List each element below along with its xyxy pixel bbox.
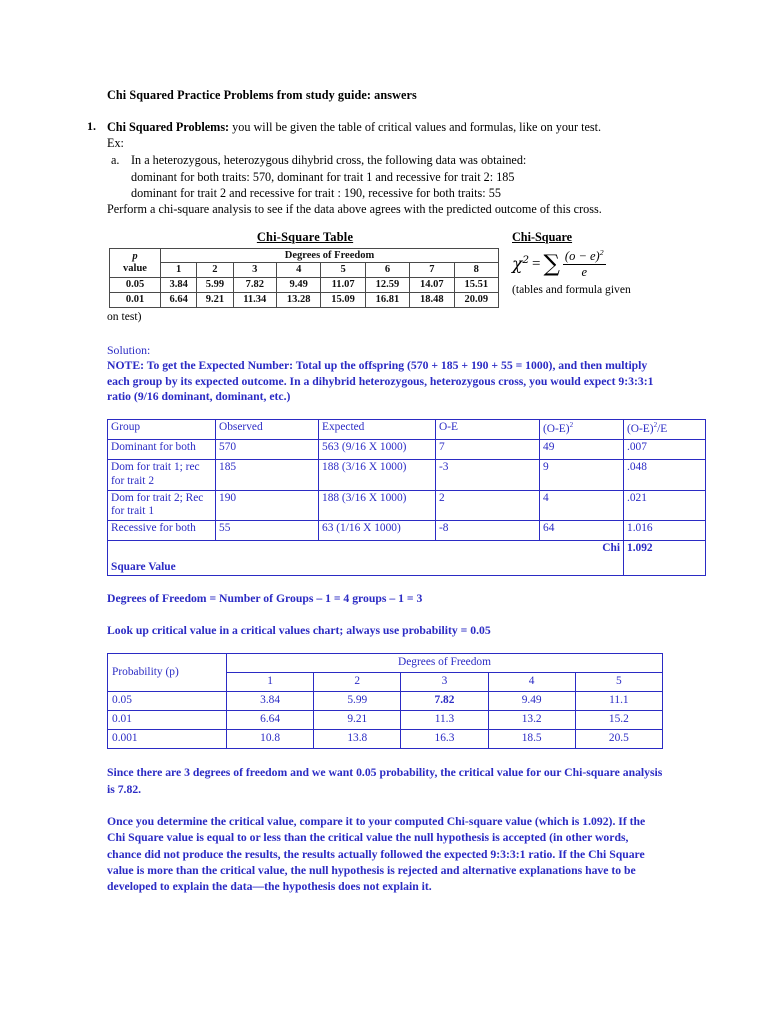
fraction-denominator: e	[581, 265, 588, 280]
cell-value: 20.5	[575, 730, 662, 749]
table-row	[110, 292, 499, 307]
dof-col-1: 1	[161, 263, 197, 278]
chi-glyph: χ	[512, 254, 523, 275]
cell-value: 13.2	[488, 711, 575, 730]
cell-o-minus-e: 7	[436, 440, 540, 460]
dof-col-5: 5	[575, 673, 662, 692]
cell: 16.81	[365, 292, 409, 307]
cell-group: Dom for trait 1; rec for trait 2	[108, 460, 216, 490]
dof-col-4: 4	[277, 263, 321, 278]
chi-square-total-value: 1.092	[624, 541, 706, 576]
cell-squared: 64	[540, 521, 624, 541]
chi-exponent: 2	[522, 254, 530, 267]
dof-col-3: 3	[233, 263, 277, 278]
dof-col-2: 2	[314, 673, 401, 692]
header-5-text: (O-E)	[543, 423, 570, 436]
dof-header: Degrees of Freedom	[161, 248, 499, 263]
cell: 6.64	[161, 292, 197, 307]
cell: 15.09	[321, 292, 365, 307]
chi-square-results-table	[107, 419, 706, 576]
cell-value: 11.1	[575, 692, 662, 711]
cell-observed: 570	[216, 440, 319, 460]
chi-square-critical-table	[109, 248, 499, 308]
equals-sign: =	[532, 255, 541, 272]
cell-value: 18.5	[488, 730, 575, 749]
sub-item-line-2: dominant for both traits: 570, dominant for trait 1 and recessive for trait 2: 185	[131, 169, 515, 184]
cell-observed: 190	[216, 490, 319, 520]
table-row	[108, 521, 706, 541]
document-content	[87, 88, 668, 896]
cell-value: 9.49	[488, 692, 575, 711]
dof-col-2: 2	[197, 263, 233, 278]
cell: 5.99	[197, 278, 233, 293]
fraction	[563, 249, 606, 281]
p-value-header	[110, 248, 161, 278]
chi-square-table-title: Chi-Square Table	[256, 229, 354, 244]
intro-bold-label: Chi Squared Problems:	[107, 120, 230, 134]
cell-group: Dom for trait 2; Rec for trait 1	[108, 490, 216, 520]
cell: 14.07	[410, 278, 454, 293]
summation-icon: ∑	[543, 251, 560, 278]
chi-square-formula	[512, 249, 692, 281]
chi-label-line1: Chi	[602, 542, 620, 555]
list-number: 1.	[87, 119, 96, 133]
col-header-observed: Observed	[216, 420, 319, 440]
cell-group: Recessive for both	[108, 521, 216, 541]
table-row	[110, 248, 499, 263]
conclusion-paragraph-2: Once you determine the critical value, compare it to your computed Chi-square value (which is 1.092). If the Chi Square value is equal to or less than the critical value the null hypothesis is accepted (in other words, chance did not produce the results, the results actually followed the expected 9:3:3:1 ratio. If the Chi Square value is more than the critical value, the null hypothesis is rejected and alternative explanations have to be developed to explain the data—the hypothesis does not explain it.	[107, 814, 646, 894]
cell-o-minus-e: 2	[436, 490, 540, 520]
chi-square-formula-block	[512, 230, 692, 297]
header-6-text: (O-E)	[627, 423, 654, 436]
col-header-expected: Expected	[319, 420, 436, 440]
dof-header: Degrees of Freedom	[227, 654, 663, 673]
table-row	[108, 692, 663, 711]
cell-over-e: .021	[624, 490, 706, 520]
cell-o-minus-e: -8	[436, 521, 540, 541]
cell-value: 3.84	[227, 692, 314, 711]
header-5-exponent: 2	[569, 421, 574, 430]
table-row	[108, 711, 663, 730]
col-header-o-minus-e-squared-over-e	[624, 420, 706, 440]
chi-square-table-block	[107, 230, 665, 326]
p-value-italic: p	[132, 251, 138, 263]
cell-probability: 0.01	[108, 711, 227, 730]
col-header-o-minus-e-squared	[540, 420, 624, 440]
table-header-row	[108, 654, 663, 673]
header-6-exponent: 2	[653, 421, 658, 430]
probability-header: Probability (p)	[108, 654, 227, 692]
chi-symbol	[512, 254, 529, 275]
col-header-group: Group	[108, 420, 216, 440]
cell-squared: 4	[540, 490, 624, 520]
dof-col-8: 8	[454, 263, 498, 278]
cell: 9.21	[197, 292, 233, 307]
table-row	[110, 278, 499, 293]
chi-square-value-label	[108, 541, 624, 576]
cell: 11.07	[321, 278, 365, 293]
critical-values-table	[107, 653, 663, 749]
table-row	[110, 263, 499, 278]
solution-block	[107, 342, 665, 406]
cell-squared: 49	[540, 440, 624, 460]
dof-col-3: 3	[401, 673, 488, 692]
conclusion-paragraph-1: Since there are 3 degrees of freedom and we want 0.05 probability, the critical value for our Chi-square analysis is 7.82.	[107, 766, 663, 796]
page-title: Chi Squared Practice Problems from study guide: answers	[107, 88, 417, 102]
cell-observed: 55	[216, 521, 319, 541]
fraction-numerator	[563, 249, 606, 266]
cell: 15.51	[454, 278, 498, 293]
cell: 18.48	[410, 292, 454, 307]
cell-expected: 563 (9/16 X 1000)	[319, 440, 436, 460]
cell-expected: 188 (3/16 X 1000)	[319, 490, 436, 520]
cell-squared: 9	[540, 460, 624, 490]
table-row	[108, 730, 663, 749]
p-value-word: value	[123, 262, 147, 274]
cell-observed: 185	[216, 460, 319, 490]
table-header-row	[108, 420, 706, 440]
table-total-row	[108, 541, 706, 576]
cell: 3.84	[161, 278, 197, 293]
chi-square-table-note: on test)	[107, 309, 142, 323]
formula-title: Chi-Square	[512, 229, 573, 244]
cell-value-highlighted: 7.82	[401, 692, 488, 711]
cell-value: 11.3	[401, 711, 488, 730]
col-header-o-minus-e: O-E	[436, 420, 540, 440]
cell-group: Dominant for both	[108, 440, 216, 460]
solution-label: Solution:	[107, 342, 151, 357]
p-row-label: 0.01	[110, 292, 161, 307]
sub-item-line-3: dominant for trait 2 and recessive for trait : 190, recessive for both traits: 55	[131, 185, 501, 200]
table-row	[108, 440, 706, 460]
degrees-of-freedom-line: Degrees of Freedom = Number of Groups – 1 = 4 groups – 1 = 3	[107, 592, 423, 606]
sub-item-marker: a.	[111, 153, 120, 168]
dof-col-5: 5	[321, 263, 365, 278]
cell-probability: 0.001	[108, 730, 227, 749]
cell-o-minus-e: -3	[436, 460, 540, 490]
formula-note: (tables and formula given	[512, 283, 631, 297]
intro-line	[107, 119, 665, 135]
cell-expected: 188 (3/16 X 1000)	[319, 460, 436, 490]
cell: 9.49	[277, 278, 321, 293]
cell-over-e: .048	[624, 460, 706, 490]
dof-col-6: 6	[365, 263, 409, 278]
cell-value: 10.8	[227, 730, 314, 749]
ex-label: Ex:	[107, 136, 124, 151]
cell-value: 5.99	[314, 692, 401, 711]
numerator-text: (o − e)	[564, 248, 600, 263]
cell-over-e: 1.016	[624, 521, 706, 541]
numerator-exponent: 2	[599, 247, 604, 257]
intro-rest-text: you will be given the table of critical values and formulas, like on your test.	[229, 120, 602, 134]
cell-over-e: .007	[624, 440, 706, 460]
problem-body	[107, 119, 665, 218]
table-row	[108, 490, 706, 520]
sub-item-a	[107, 152, 665, 168]
cell-value: 13.8	[314, 730, 401, 749]
lookup-critical-value-line: Look up critical value in a critical values chart; always use probability = 0.05	[107, 623, 491, 637]
sub-item-line-1: In a heterozygous, heterozygous dihybrid cross, the following data was obtained:	[131, 153, 527, 168]
dof-col-7: 7	[410, 263, 454, 278]
cell-expected: 63 (1/16 X 1000)	[319, 521, 436, 541]
perform-analysis-line: Perform a chi-square analysis to see if the data above agrees with the predicted outcome of this cross.	[107, 202, 602, 217]
cell: 11.34	[233, 292, 277, 307]
cell-value: 9.21	[314, 711, 401, 730]
table-row	[108, 460, 706, 490]
cell: 12.59	[365, 278, 409, 293]
cell: 13.28	[277, 292, 321, 307]
cell-value: 6.64	[227, 711, 314, 730]
chi-label-line2: Square Value	[111, 560, 176, 573]
dof-col-1: 1	[227, 673, 314, 692]
dof-col-4: 4	[488, 673, 575, 692]
header-6-suffix: /E	[657, 423, 668, 436]
cell-probability: 0.05	[108, 692, 227, 711]
p-row-label: 0.05	[110, 278, 161, 293]
cell: 7.82	[233, 278, 277, 293]
cell-value: 15.2	[575, 711, 662, 730]
cell: 20.09	[454, 292, 498, 307]
solution-note: NOTE: To get the Expected Number: Total up the offspring (570 + 185 + 190 + 55 = 1000), and then multiply each group by its expected outcome. In a dihybrid heterozygous, heterozygous cross, you would expect 9:3:3:1 ratio (9/16 dominant, dominant, etc.)	[107, 358, 654, 404]
cell-value: 16.3	[401, 730, 488, 749]
problem-item-1	[85, 119, 665, 218]
